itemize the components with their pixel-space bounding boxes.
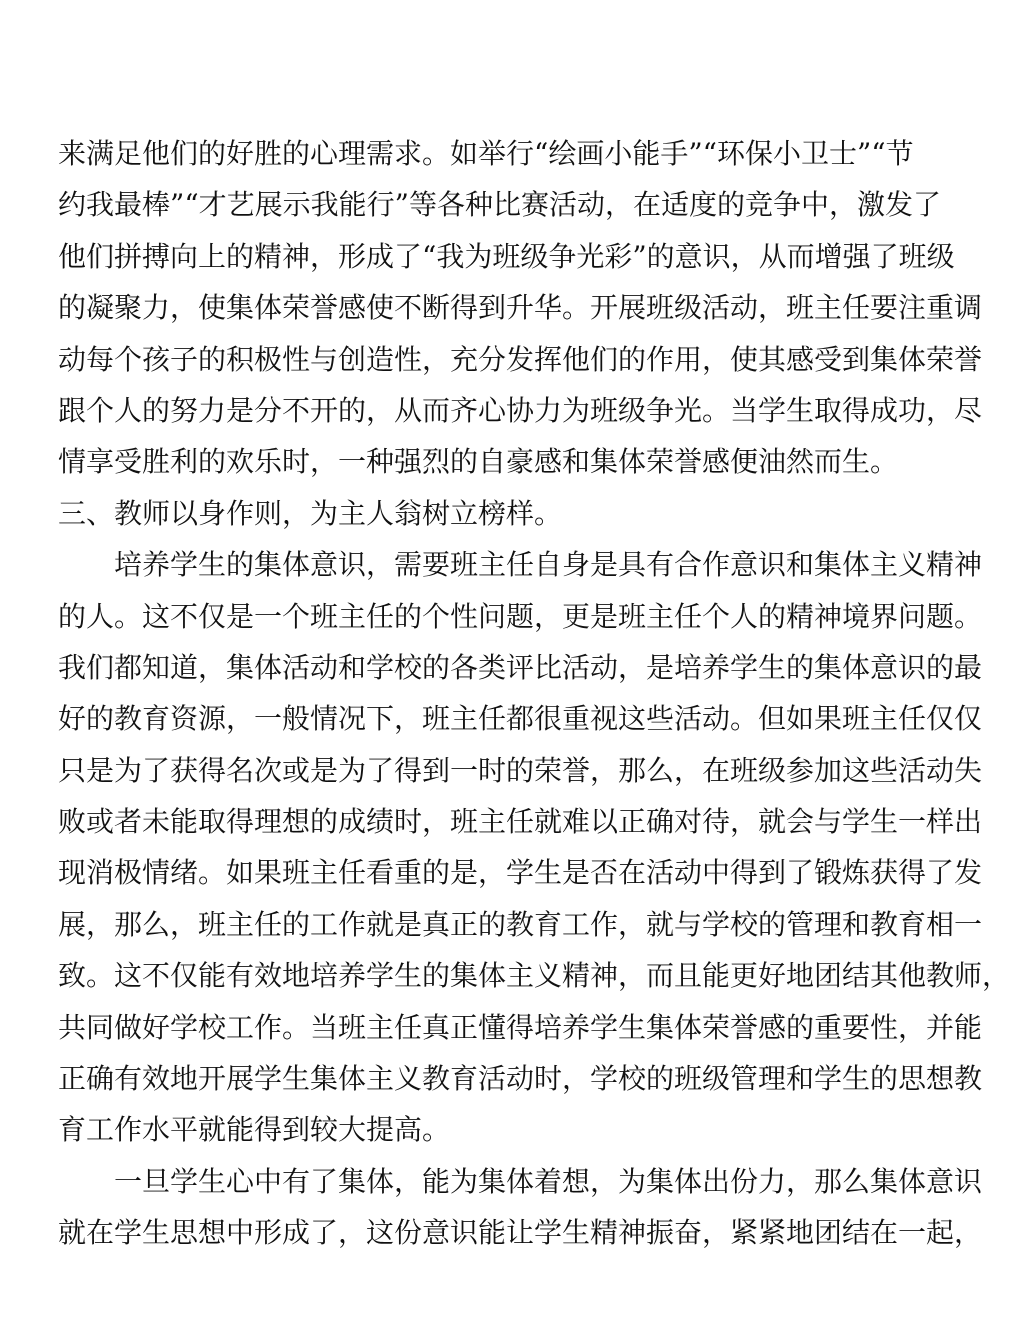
text-line: 育工作水平就能得到较大提高。	[58, 1113, 451, 1147]
text-line: 好的教育资源，一般情况下，班主任都很重视这些活动。但如果班主任仅仅	[58, 702, 983, 736]
text-line: 正确有效地开展学生集体主义教育活动时，学校的班级管理和学生的思想教	[58, 1062, 983, 1096]
text-line: 败或者未能取得理想的成绩时，班主任就难以正确对待，就会与学生一样出	[58, 805, 983, 839]
text-line: 共同做好学校工作。当班主任真正懂得培养学生集体荣誉感的重要性，并能	[58, 1010, 983, 1044]
text-line: 动每个孩子的积极性与创造性，充分发挥他们的作用，使其感受到集体荣誉	[58, 342, 983, 376]
text-line: 跟个人的努力是分不开的，从而齐心协力为班级争光。当学生取得成功，尽	[58, 393, 983, 427]
text-line: 我们都知道，集体活动和学校的各类评比活动，是培养学生的集体意识的最	[58, 650, 983, 684]
paragraph-first-line: 一旦学生心中有了集体，能为集体着想，为集体出份力，那么集体意识	[114, 1164, 983, 1198]
section-heading: 三、教师以身作则，为主人翁树立榜样。	[58, 496, 563, 530]
text-line: 只是为了获得名次或是为了得到一时的荣誉，那么，在班级参加这些活动失	[58, 753, 983, 787]
text-line: 约我最棒”“才艺展示我能行”等各种比赛活动，在适度的竞争中，激发了	[58, 188, 941, 222]
text-line: 的人。这不仅是一个班主任的个性问题，更是班主任个人的精神境界问题。	[58, 599, 983, 633]
text-line: 情享受胜利的欢乐时，一种强烈的自豪感和集体荣誉感便油然而生。	[58, 445, 899, 479]
text-line: 现消极情绪。如果班主任看重的是，学生是否在活动中得到了锻炼获得了发	[58, 856, 983, 890]
text-line: 就在学生思想中形成了，这份意识能让学生精神振奋，紧紧地团结在一起，	[58, 1216, 983, 1250]
body-text	[58, 128, 1010, 1259]
text-line: 来满足他们的好胜的心理需求。如举行“绘画小能手”“环保小卫士”“节	[58, 137, 914, 170]
text-line: 的凝聚力，使集体荣誉感使不断得到升华。开展班级活动，班主任要注重调	[58, 291, 983, 325]
text-line: 他们拼搏向上的精神，形成了“我为班级争光彩”的意识，从而增强了班级	[58, 239, 955, 273]
text-line: 展，那么，班主任的工作就是真正的教育工作，就与学校的管理和教育相一	[58, 907, 983, 941]
paragraph-first-line: 培养学生的集体意识，需要班主任自身是具有合作意识和集体主义精神	[114, 548, 983, 582]
text-line: 致。这不仅能有效地培养学生的集体主义精神，而且能更好地团结其他教师，	[58, 959, 1010, 993]
